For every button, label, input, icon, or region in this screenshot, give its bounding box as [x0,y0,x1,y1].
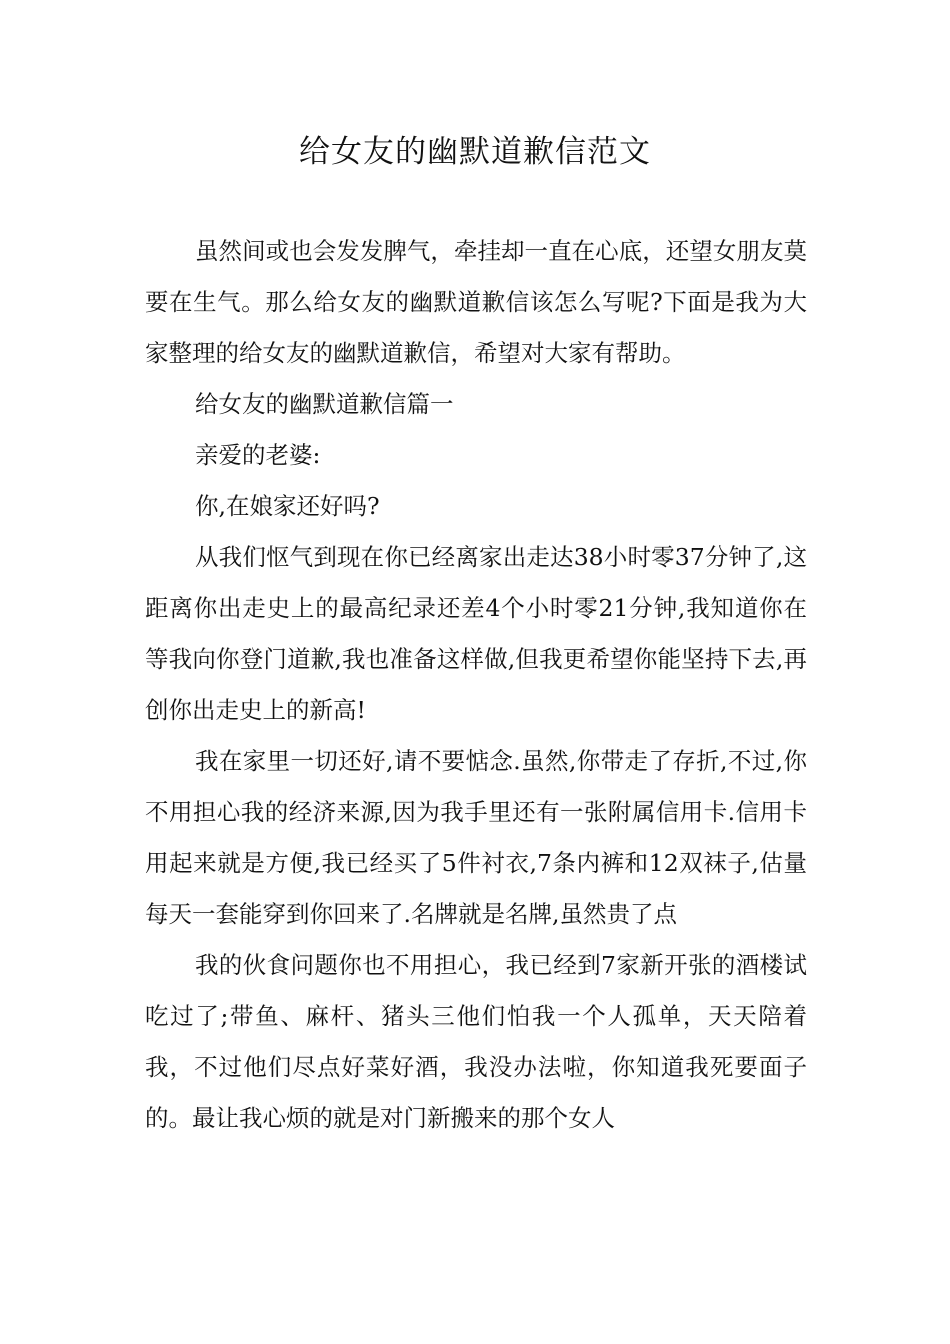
paragraph-body-1: 从我们怄气到现在你已经离家出走达38小时零37分钟了,这距离你出走史上的最高纪录还差4个小时零21分钟,我知道你在等我向你登门道歉,我也准备这样做,但我更希望你能坚持下去,再创你出走史上的新高! [145,543,807,724]
paragraph-greeting: 你,在娘家还好吗? [195,492,380,520]
document-title: 给女友的幽默道歉信范文 [299,134,651,170]
paragraph-salutation: 亲爱的老婆: [195,441,321,469]
paragraph-intro: 虽然间或也会发发脾气，牵挂却一直在心底，还望女朋友莫要在生气。那么给女友的幽默道歉信该怎么写呢?下面是我为大家整理的给女友的幽默道歉信，希望对大家有帮助。 [145,237,807,367]
paragraph-body-3: 我的伙食问题你也不用担心，我已经到7家新开张的酒楼试吃过了;带鱼、麻杆、猪头三他们怕我一个人孤单，天天陪着我，不过他们尽点好菜好酒，我没办法啦，你知道我死要面子的。最让我心烦的就是对门新搬来的那个女人 [145,951,807,1132]
paragraph-section-heading: 给女友的幽默道歉信篇一 [195,390,454,418]
document-body [145,226,807,1144]
paragraph-body-2: 我在家里一切还好,请不要惦念.虽然,你带走了存折,不过,你不用担心我的经济来源,因为我手里还有一张附属信用卡.信用卡用起来就是方便,我已经买了5件衬衣,7条内裤和12双袜子,估量每天一套能穿到你回来了.名牌就是名牌,虽然贵了点 [145,747,807,928]
